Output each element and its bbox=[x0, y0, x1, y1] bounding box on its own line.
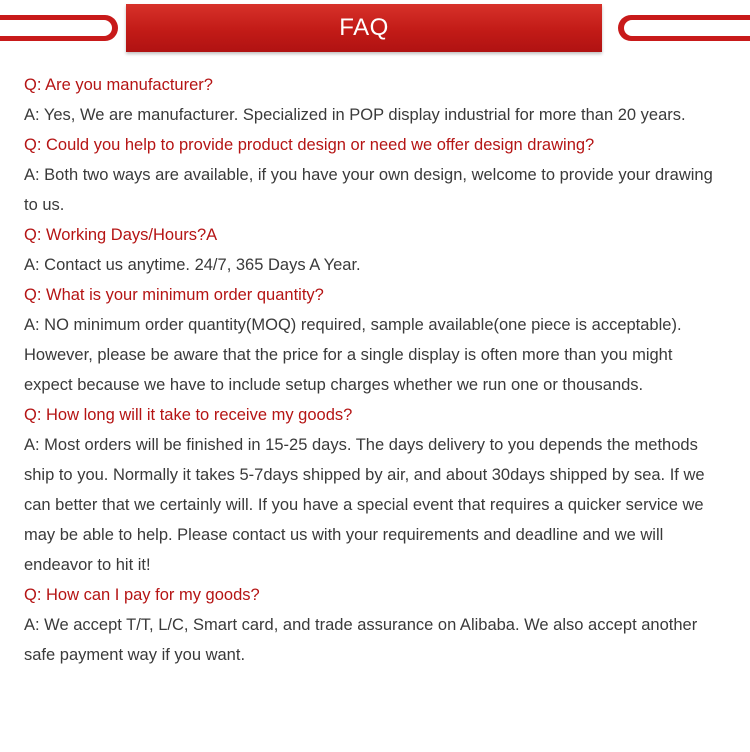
faq-question: Q: What is your minimum order quantity? bbox=[24, 286, 324, 304]
right-decorative-bar bbox=[618, 15, 750, 41]
faq-answer: A: Both two ways are available, if you have your own design, welcome to provide your drawing to us. bbox=[24, 166, 713, 214]
faq-answer: A: Yes, We are manufacturer. Specialized in POP display industrial for more than 20 years. bbox=[24, 106, 686, 124]
faq-title-banner bbox=[126, 4, 602, 52]
faq-question: Q: How long will it take to receive my goods? bbox=[24, 406, 353, 424]
faq-list bbox=[24, 70, 724, 670]
left-decorative-bar bbox=[0, 15, 118, 41]
faq-question: Q: Are you manufacturer? bbox=[24, 76, 213, 94]
faq-answer: A: Most orders will be finished in 15-25 days. The days delivery to you depends the methods ship to you. Normally it takes 5-7days shipped by air, and about 30days shipped by sea. If we can better that we certainly will. If you have a special event that requires a quicker service we may be able to help. Please contact us with your requirements and deadline and we will endeavor to hit it! bbox=[24, 436, 705, 574]
faq-question: Q: How can I pay for my goods? bbox=[24, 586, 260, 604]
faq-question: Q: Working Days/Hours?A bbox=[24, 226, 218, 244]
faq-title: FAQ bbox=[339, 14, 389, 41]
faq-question: Q: Could you help to provide product design or need we offer design drawing? bbox=[24, 136, 595, 154]
faq-answer: A: Contact us anytime. 24/7, 365 Days A Year. bbox=[24, 256, 361, 274]
faq-header bbox=[0, 0, 750, 56]
faq-answer: A: We accept T/T, L/C, Smart card, and trade assurance on Alibaba. We also accept another safe payment way if you want. bbox=[24, 616, 698, 664]
faq-answer: A: NO minimum order quantity(MOQ) required, sample available(one piece is acceptable). However, please be aware that the price for a single display is often more than you might expect because we have to include setup charges whether we run one or thousands. bbox=[24, 316, 682, 394]
